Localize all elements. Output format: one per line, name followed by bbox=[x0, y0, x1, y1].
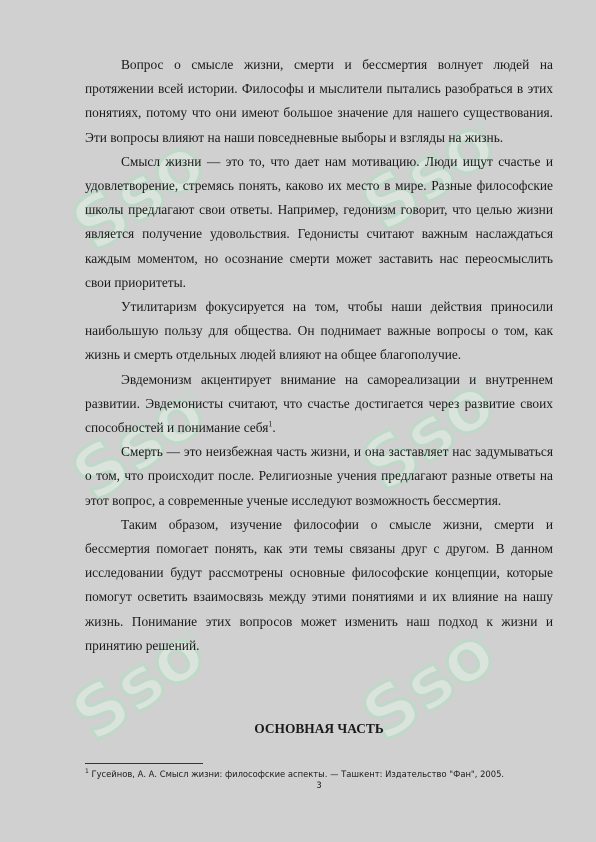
footnote-reference[interactable]: 1 bbox=[268, 419, 273, 429]
paragraph-3: Утилитаризм фокусируется на том, чтобы наши действия приносили наибольшую пользу для общества. Он поднимает важные вопросы о том, как жизнь и смерть отдельных людей влияют на общее благополучие. bbox=[85, 299, 553, 363]
paragraph-4-end: . bbox=[272, 420, 276, 436]
footnote bbox=[85, 766, 555, 780]
svg-text:Ssoff: Ssoff bbox=[57, 356, 228, 518]
section-heading: ОСНОВНАЯ ЧАСТЬ bbox=[254, 721, 384, 736]
paragraph-4-text: Эвдемонизм акцентирует внимание на самореализации и внутреннем развитии. Эвдемонисты считают, что счастье достигается через развитие своих способностей и понимание себя bbox=[85, 371, 553, 436]
svg-text:Ssoff: Ssoff bbox=[57, 596, 228, 758]
body-text bbox=[85, 53, 553, 658]
paragraph-5: Смерть — это неизбежная часть жизни, и она заставляет нас задумываться о том, что происходит после. Религиозные учения предлагают разные ответы на этот вопрос, а современные ученые исследуют возможность бессмертия. bbox=[85, 444, 553, 508]
svg-text:Ssoff: Ssoff bbox=[347, 596, 518, 758]
paragraph-6: Таким образом, изучение философии о смысле жизни, смерти и бессмертия помогает понять, как эти темы связаны друг с другом. В данном исследовании будут рассмотрены основные философские концепции, которые помогут осветить взаимосвязь между этими понятиями и их влияние на нашу жизнь. Понимание этих вопросов может изменить наш подход к жизни и принятию решений. bbox=[85, 516, 553, 653]
footnote-divider bbox=[85, 763, 203, 764]
svg-text:Ssoff: Ssoff bbox=[347, 86, 518, 248]
paragraph-1: Вопрос о смысле жизни, смерти и бессмертия волнует людей на протяжении всей истории. Философы и мыслители пытались разобраться в этих понятиях, потому что они имеют большое значение для нашего существования. Эти вопросы влияют на наши повседневные выборы и взгляды на жизнь. bbox=[85, 57, 553, 145]
paragraph-2: Смысл жизни — это то, что дает нам мотивацию. Люди ищут счастье и удовлетворение, стремясь понять, каково их место в мире. Разные философские школы предлагают свои ответы. Например, гедонизм говорит, что целью жизни является получение удовольствия. Гедонисты считают важным наслаждаться каждым моментом, но осознание смерти может заставить нас переосмыслить свои приоритеты. bbox=[85, 153, 553, 290]
paragraph-4 bbox=[85, 368, 553, 441]
footnote-number: 1 bbox=[85, 768, 89, 775]
svg-text:Ssoff: Ssoff bbox=[347, 346, 518, 508]
footnote-text: Гусейнов, А. А. Смысл жизни: философские аспекты. — Ташкент: Издательство "Фан", 2005. bbox=[88, 768, 505, 779]
svg-text:Ssoff: Ssoff bbox=[57, 106, 228, 268]
page-number: 3 bbox=[316, 780, 322, 790]
